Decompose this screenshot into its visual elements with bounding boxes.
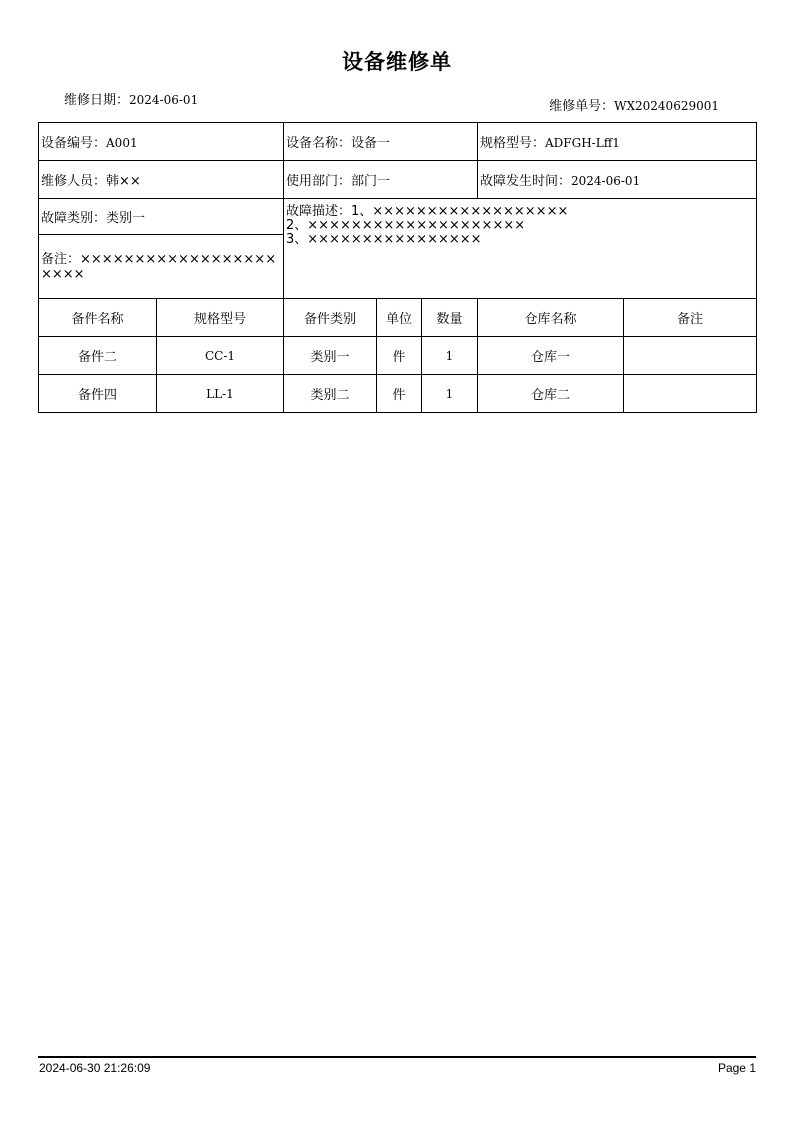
fault-type-cell	[39, 199, 284, 235]
part-category-cell: 类别二	[284, 375, 377, 413]
part-unit-cell: 件	[377, 337, 422, 375]
equipment-no-value: A001	[106, 136, 138, 150]
part-qty-cell: 1	[422, 337, 478, 375]
remark-label: 备注：	[41, 251, 81, 267]
order-number	[549, 95, 719, 114]
fault-type-value: 类别一	[106, 211, 146, 226]
department-cell	[284, 161, 478, 199]
repairer-cell	[39, 161, 284, 199]
repair-date-value: 2024-06-01	[129, 93, 199, 107]
document-title: 设备维修单	[342, 50, 452, 74]
info-row-1	[39, 123, 757, 161]
department-value: 部门一	[351, 174, 391, 189]
fault-description-label: 故障描述：	[286, 204, 352, 219]
info-row-3	[39, 199, 757, 235]
equipment-name-cell	[284, 123, 478, 161]
part-name-cell: 备件四	[39, 375, 157, 413]
remark-value: ××××××××××××××××××××××	[41, 251, 277, 282]
info-row-2	[39, 161, 757, 199]
part-name-cell: 备件二	[39, 337, 157, 375]
column-header: 数量	[422, 299, 478, 337]
part-remark-cell	[624, 337, 757, 375]
order-number-value: WX20240629001	[614, 99, 719, 113]
part-spec-cell: CC-1	[157, 337, 284, 375]
equipment-no-cell	[39, 123, 284, 161]
column-header: 规格型号	[157, 299, 284, 337]
fault-description-cell	[284, 199, 757, 299]
repairer-label: 维修人员：	[41, 174, 107, 189]
part-warehouse-cell: 仓库二	[478, 375, 624, 413]
page-number: Page 1	[717, 1061, 756, 1075]
table-row	[39, 375, 757, 413]
fault-time-value: 2024-06-01	[571, 174, 641, 188]
column-header: 仓库名称	[478, 299, 624, 337]
spec-cell	[478, 123, 757, 161]
remark-cell	[39, 235, 284, 299]
fault-time-label: 故障发生时间：	[480, 174, 572, 189]
repair-form-table	[38, 122, 757, 413]
footer-divider	[38, 1056, 756, 1058]
repair-date-label: 维修日期：	[64, 93, 130, 108]
spec-label: 规格型号：	[480, 136, 546, 151]
equipment-name-value: 设备一	[351, 136, 391, 151]
column-header: 备注	[624, 299, 757, 337]
department-label: 使用部门：	[286, 174, 352, 189]
parts-header-row	[39, 299, 757, 337]
fault-description-value: 1、×××××××××××××××××× 2、×××××××××××××××××××× 3、××××××××××××××××	[286, 204, 569, 247]
part-remark-cell	[624, 375, 757, 413]
repair-date	[64, 89, 198, 108]
table-row	[39, 337, 757, 375]
printed-timestamp: 2024-06-30 21:26:09	[39, 1061, 151, 1075]
part-qty-cell: 1	[422, 375, 478, 413]
order-number-label: 维修单号：	[549, 99, 615, 114]
column-header: 单位	[377, 299, 422, 337]
column-header: 备件名称	[39, 299, 157, 337]
fault-time-cell	[478, 161, 757, 199]
part-spec-cell: LL-1	[157, 375, 284, 413]
equipment-name-label: 设备名称：	[286, 136, 352, 151]
part-category-cell: 类别一	[284, 337, 377, 375]
part-unit-cell: 件	[377, 375, 422, 413]
equipment-no-label: 设备编号：	[41, 136, 107, 151]
fault-type-label: 故障类别：	[41, 211, 107, 226]
column-header: 备件类别	[284, 299, 377, 337]
part-warehouse-cell: 仓库一	[478, 337, 624, 375]
repairer-value: 韩××	[106, 174, 141, 189]
spec-value: ADFGH-Lff1	[545, 136, 620, 150]
